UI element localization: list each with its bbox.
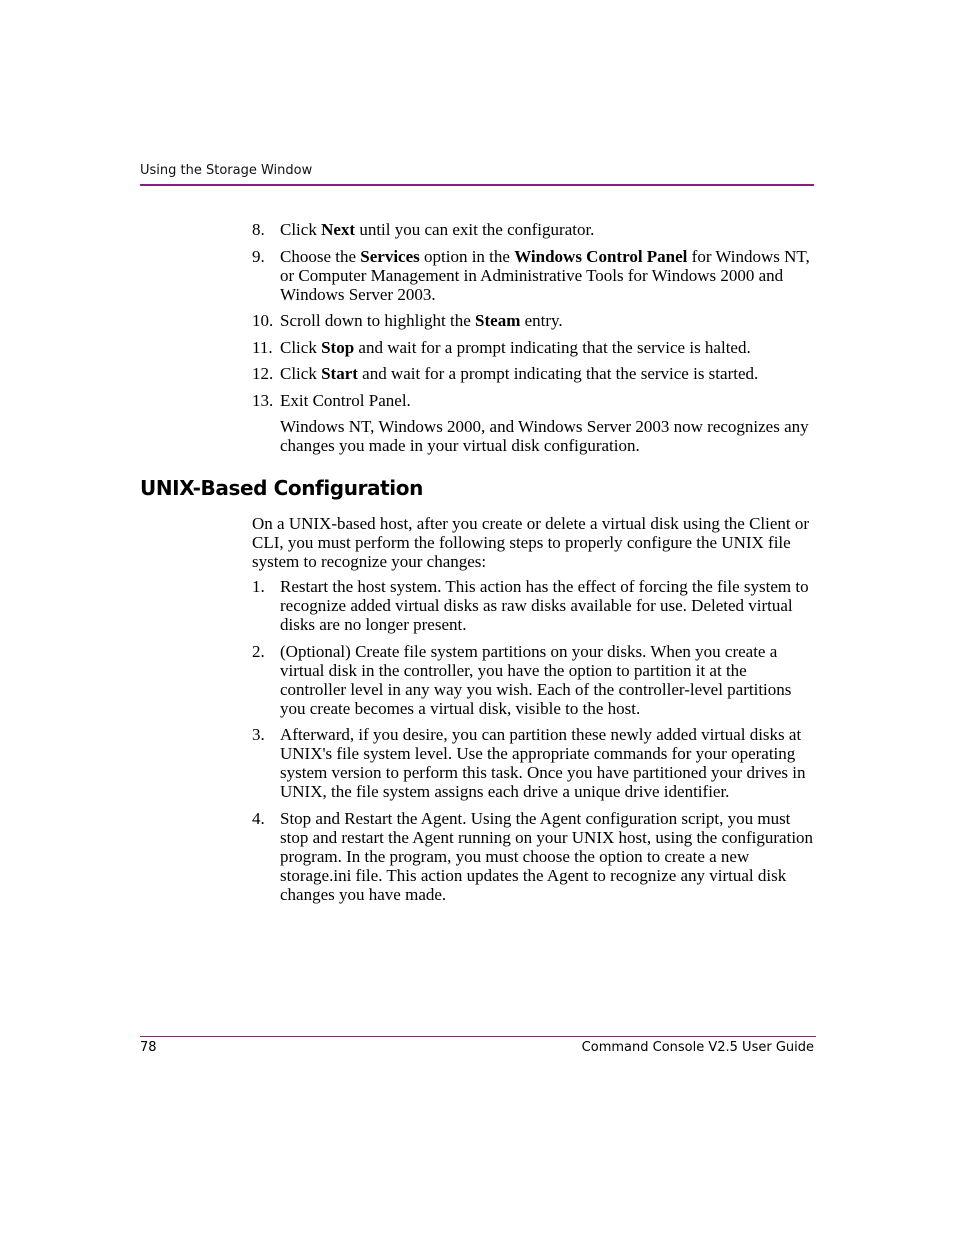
list-item: 11. Click Stop and wait for a prompt indicating that the service is halted. [252,337,751,357]
list-item: 1. Restart the host system. This action has the effect of forcing the file system to recognize added virtual disks as raw disks available for use. Deleted virtual disks are no longer present. [252,577,809,634]
step-number: 4. [252,808,265,828]
list-item: 2. (Optional) Create file system partitions on your disks. When you create a virtual disk in the controller, you have the option to partition it at the controller level in any way you wish. Each of the controller-level partitions you create becomes a virtual disk, visible to the host. [252,641,792,718]
step-number: 10. [252,311,274,330]
step-number: 11. [252,337,273,357]
step-number: 9. [252,246,265,266]
list-item: 9. Choose the Services option in the Windows Control Panel for Windows NT, or Computer Management in Administrative Tools for Windows 2000 and Windows Server 2003. [252,246,810,304]
list-item: 10. Scroll down to highlight the Steam entry. [252,311,563,330]
ui-term-start: Start [321,364,358,383]
running-header: Using the Storage Window [140,163,313,178]
steps-list-unix [252,577,814,911]
note-paragraph: Windows NT, Windows 2000, and Windows Server 2003 now recognizes any changes you made in your virtual disk configuration. [280,417,809,455]
step-number: 8. [252,220,265,239]
ui-term-stop: Stop [321,337,355,357]
ui-term-services: Services [360,246,420,266]
list-item: 13. Exit Control Panel. [252,390,411,410]
section-heading: UNIX-Based Configuration [140,476,423,500]
step-number: 3. [252,725,265,744]
step-number: 13. [252,390,274,410]
header-rule [140,184,814,186]
steps-list-windows [252,220,814,417]
ui-term-next: Next [321,220,356,239]
ui-term-steam: Steam [475,311,521,330]
step-number: 2. [252,641,265,661]
list-item: 4. Stop and Restart the Agent. Using the Agent configuration script, you must stop and restart the Agent running on your UNIX host, using the configuration program. In the program, you must choose the option to create a new storage.ini file. This action updates the Agent to recognize any virtual disk changes you have made. [252,808,814,904]
page-number: 78 [140,1040,157,1055]
step-number: 1. [252,577,265,596]
list-item: 8. Click Next until you can exit the configurator. [252,220,595,239]
list-item: 12. Click Start and wait for a prompt indicating that the service is started. [252,364,759,383]
list-item: 3. Afterward, if you desire, you can partition these newly added virtual disks at UNIX's file system level. Use the appropriate commands for your operating system version to perform this task. Once you have partitioned your drives in UNIX, the file system assigns each drive a unique drive identifier. [252,725,806,801]
step-number: 12. [252,364,274,383]
ui-term-windows-control-panel: Windows Control Panel [514,246,688,266]
footer-doc-title: Command Console V2.5 User Guide [581,1040,814,1055]
footer-rule [140,1036,816,1037]
intro-paragraph: On a UNIX-based host, after you create or delete a virtual disk using the Client or CLI, you must perform the following steps to properly configure the UNIX file system to recognize your changes: [252,514,810,571]
